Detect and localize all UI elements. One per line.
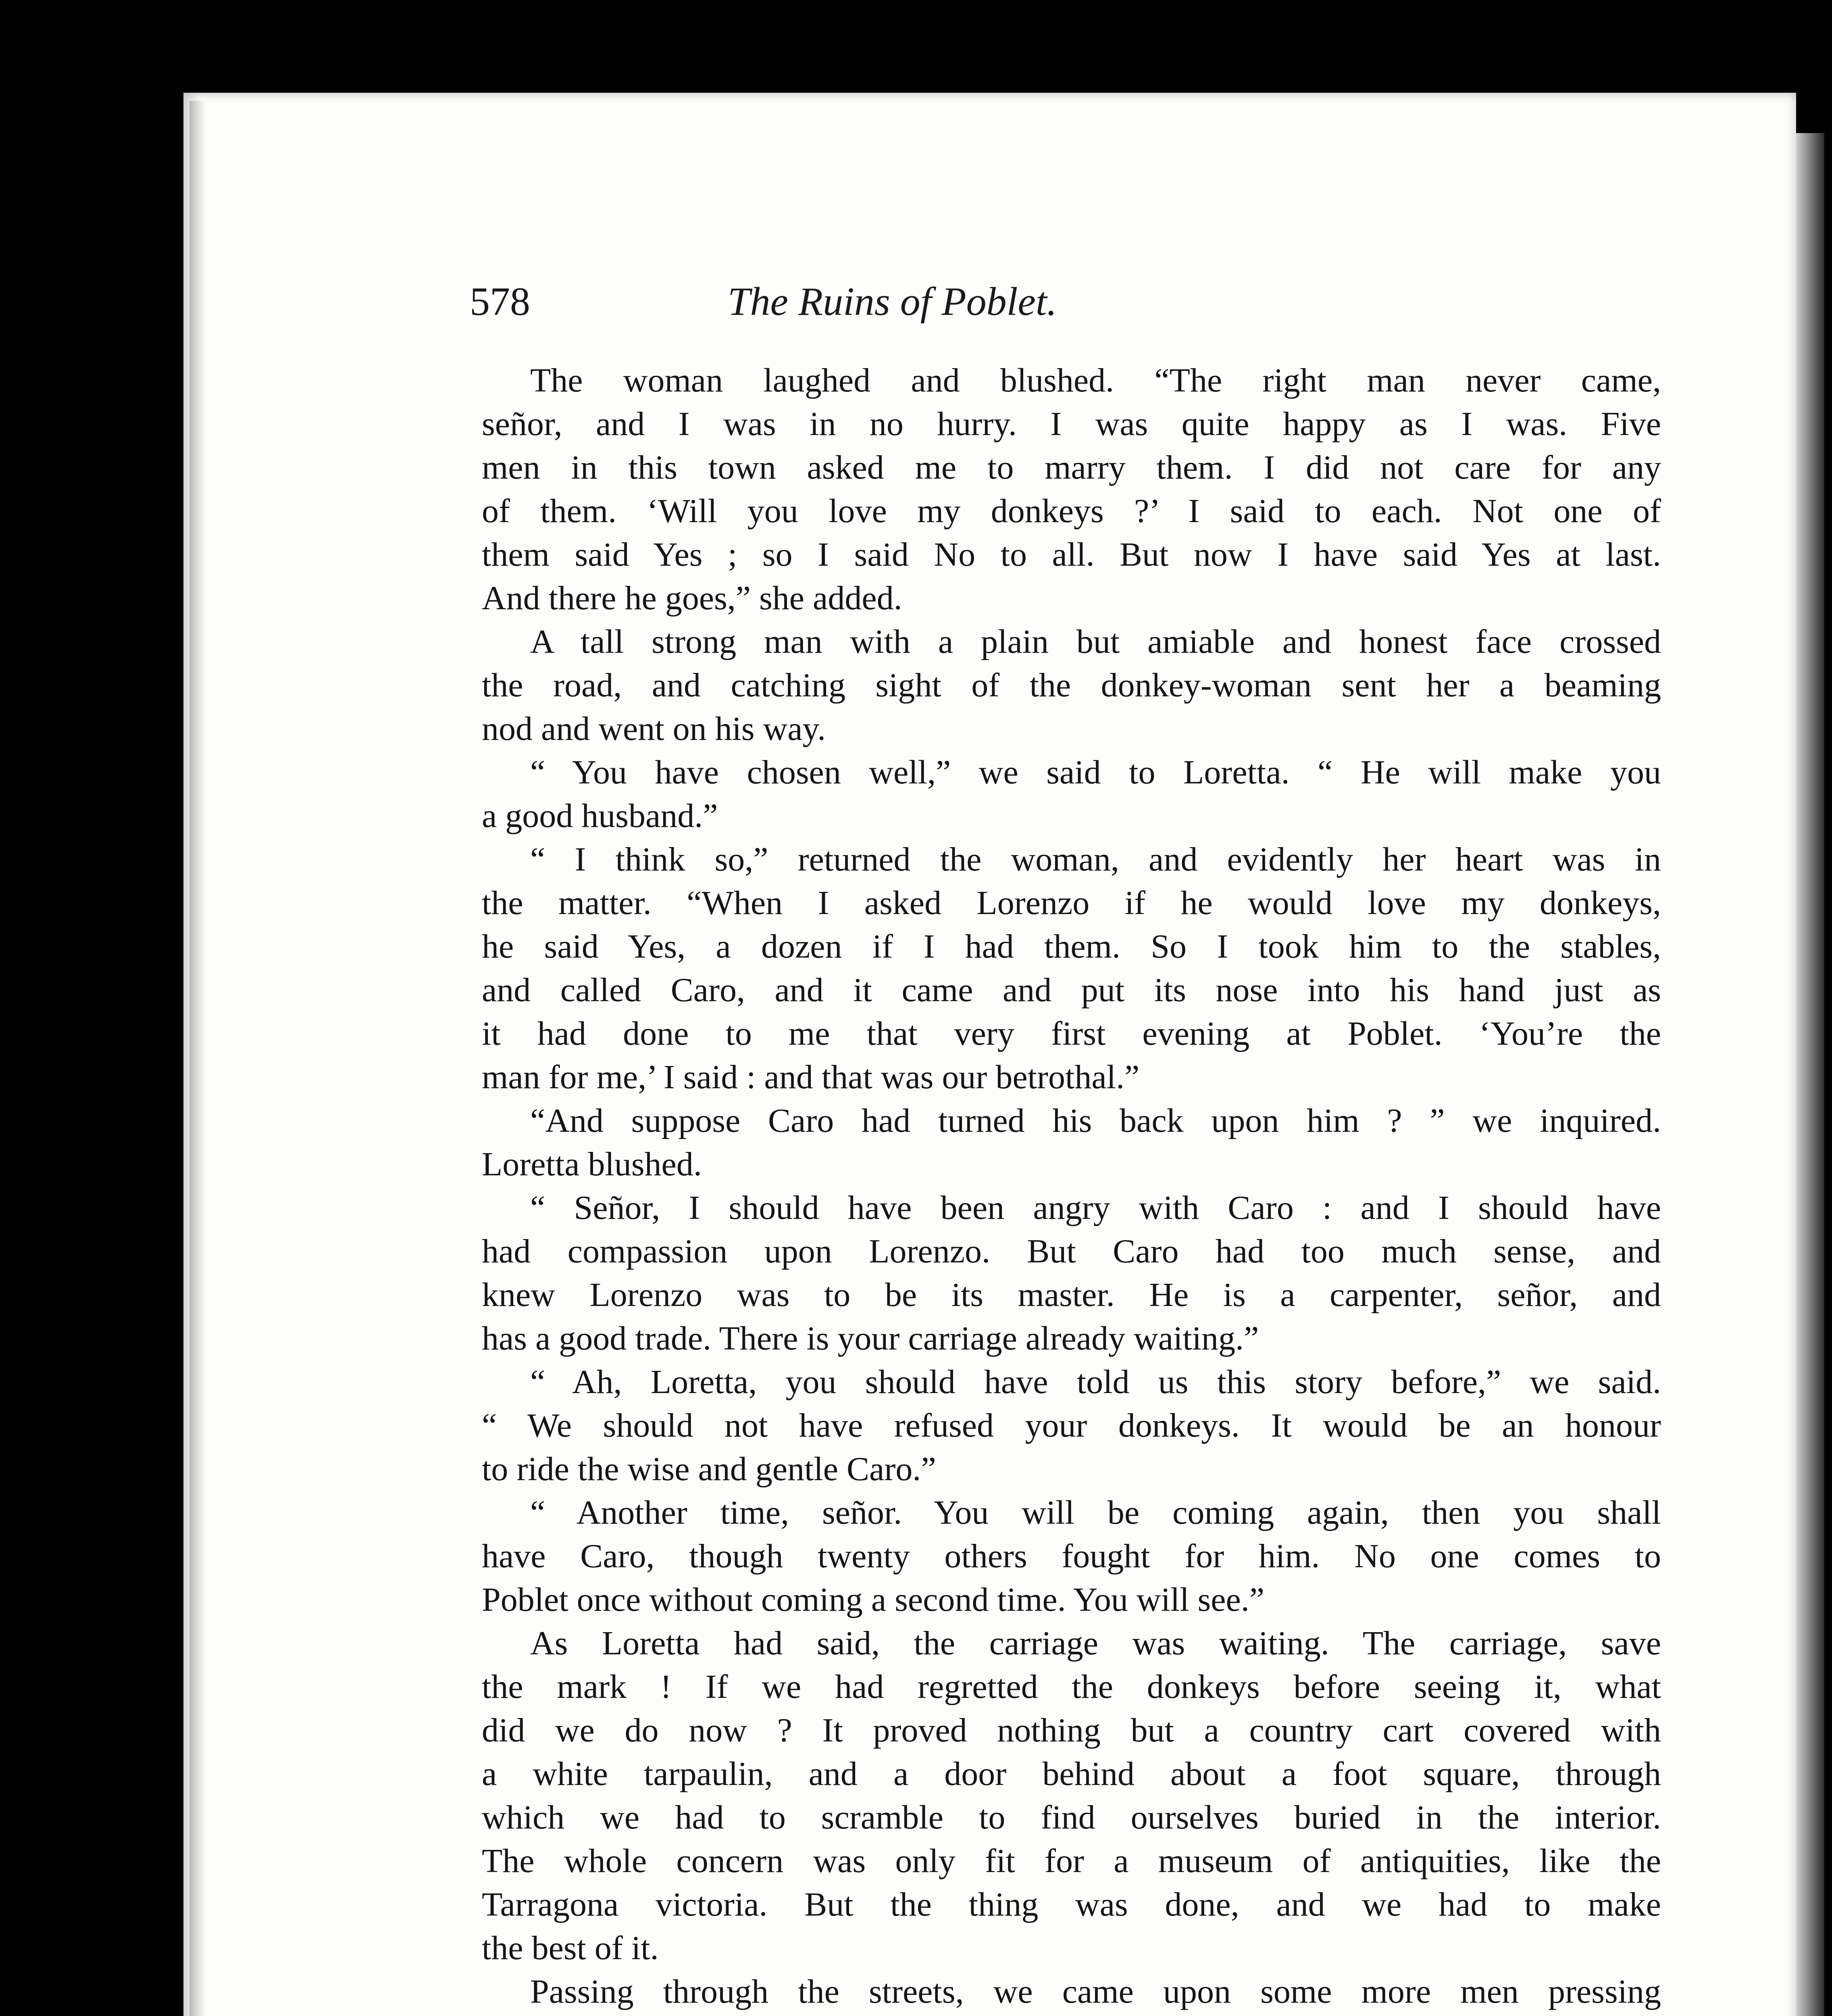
text-line: Passing through the streets, we came upon some more men pressing — [530, 1973, 1661, 2010]
text-line: have Caro, though twenty others fought for him. No one comes to — [482, 1537, 1661, 1575]
text-line: “ Ah, Loretta, you should have told us this story before,” we said. — [530, 1363, 1661, 1401]
text-line: the road, and catching sight of the donkey-woman sent her a beaming — [482, 666, 1661, 704]
text-line: did we do now ? It proved nothing but a country cart covered with — [482, 1712, 1661, 1749]
paragraph — [482, 620, 1661, 751]
text-line: The whole concern was only fit for a museum of antiquities, like the — [482, 1842, 1661, 1880]
text-line: and called Caro, and it came and put its nose into his hand just as — [482, 971, 1661, 1009]
text-line: nod and went on his way. — [482, 710, 826, 748]
paragraph — [482, 1186, 1661, 1360]
text-line: “ We should not have refused your donkeys. It would be an honour — [482, 1407, 1661, 1444]
text-line: the best of it. — [482, 1929, 659, 1967]
text-line — [482, 2014, 1661, 2016]
text-line: the mark ! If we had regretted the donkeys before seeing it, what — [482, 1668, 1661, 1706]
page-number: 578 — [470, 279, 530, 324]
text-line: has a good trade. There is your carriage already waiting.” — [482, 1320, 1259, 1357]
paragraph — [482, 1622, 1661, 1970]
paragraph — [482, 1491, 1661, 1622]
text-line: “ Señor, I should have been angry with Caro : and I should have — [530, 1189, 1661, 1227]
paragraph — [482, 359, 1661, 620]
running-title: The Ruins of Poblet. — [728, 279, 1057, 324]
text-line: man for me,’ I said : and that was our betrothal.” — [482, 1058, 1140, 1096]
text-line: Loretta blushed. — [482, 1145, 702, 1183]
text-line: it had done to me that very first evening at Poblet. ‘You’re the — [482, 1015, 1661, 1052]
page-gutter-shadow — [189, 101, 206, 2016]
text-line: of them. ‘Will you love my donkeys ?’ I said to each. Not one of — [482, 492, 1661, 530]
text-line: “ Another time, señor. You will be coming again, then you shall — [530, 1494, 1661, 1531]
text-line: “ I think so,” returned the woman, and evidently her heart was in — [530, 841, 1661, 878]
page-edge — [1796, 133, 1824, 2016]
text-line: “ You have chosen well,” we said to Loretta. “ He will make you — [530, 754, 1661, 791]
text-line: And there he goes,” she added. — [482, 579, 902, 617]
paragraph — [482, 751, 1661, 838]
paragraph — [482, 838, 1661, 1099]
paragraph — [482, 1970, 1661, 2016]
text-line: a white tarpaulin, and a door behind about a foot square, through — [482, 1755, 1661, 1793]
text-line: them said Yes ; so I said No to all. But now I have said Yes at last. — [482, 536, 1661, 573]
text-line: the matter. “When I asked Lorenzo if he would love my donkeys, — [482, 884, 1661, 922]
text-line: men in this town asked me to marry them. I did not care for any — [482, 449, 1661, 486]
paragraph — [482, 1099, 1661, 1186]
paragraph — [482, 1360, 1661, 1491]
text-line: As Loretta had said, the carriage was waiting. The carriage, save — [530, 1624, 1661, 1662]
text-line: “And suppose Caro had turned his back upon him ? ” we inquired. — [530, 1102, 1661, 1139]
text-line: A tall strong man with a plain but amiable and honest face crossed — [530, 623, 1661, 660]
text-line: Tarragona victoria. But the thing was done, and we had to make — [482, 1886, 1661, 1923]
text-line: which we had to scramble to find ourselves buried in the interior. — [482, 1799, 1661, 1836]
text-line: he said Yes, a dozen if I had them. So I took him to the stables, — [482, 928, 1661, 965]
text-line: Poblet once without coming a second time. You will see.” — [482, 1581, 1265, 1618]
text-line: señor, and I was in no hurry. I was quite happy as I was. Five — [482, 405, 1661, 443]
body-text — [482, 359, 1661, 2016]
text-line: to ride the wise and gentle Caro.” — [482, 1450, 936, 1488]
text-line: knew Lorenzo was to be its master. He is a carpenter, señor, and — [482, 1276, 1661, 1314]
text-line: had compassion upon Lorenzo. But Caro had too much sense, and — [482, 1233, 1661, 1270]
text-line: a good husband.” — [482, 797, 718, 835]
running-head — [470, 278, 1276, 339]
text-line: The woman laughed and blushed. “The right man never came, — [530, 362, 1661, 399]
